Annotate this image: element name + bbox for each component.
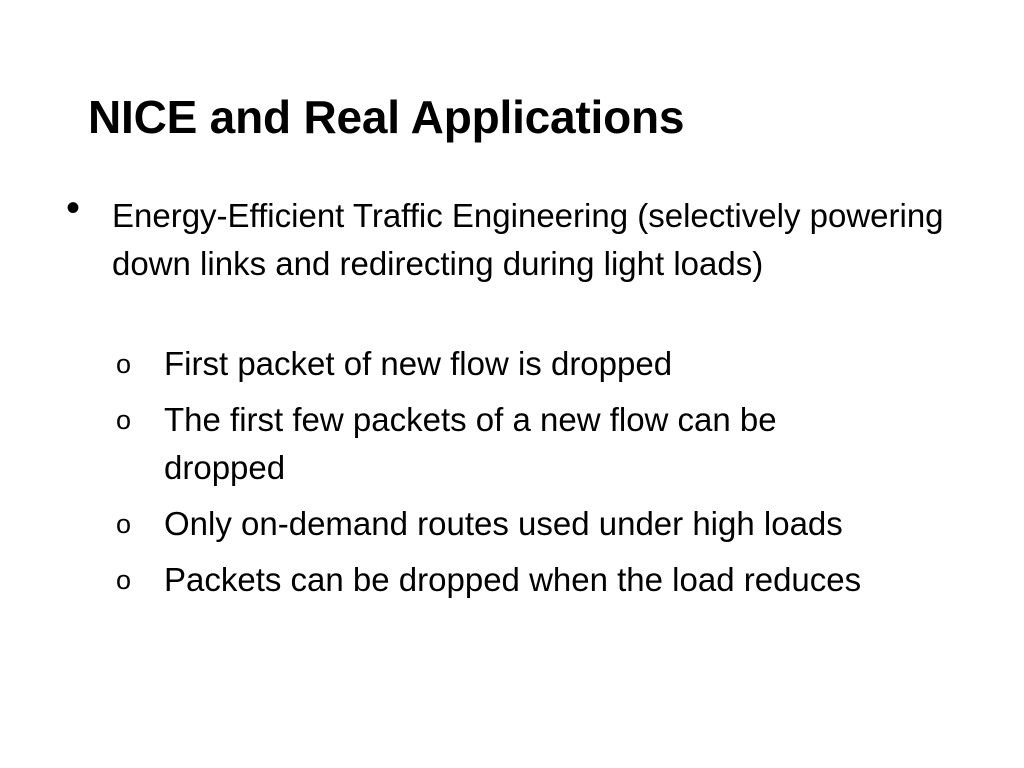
- circle-bullet-icon: o: [116, 565, 132, 595]
- slide-title: NICE and Real Applications: [88, 91, 685, 143]
- sub-bullet-text: The first few packets of a new flow can be dropped: [164, 401, 777, 486]
- sub-bullet-item: [116, 340, 916, 388]
- sub-bullet-item: [116, 500, 916, 548]
- circle-bullet-icon: o: [116, 509, 132, 539]
- sub-bullet-text: First packet of new flow is dropped: [164, 345, 673, 382]
- circle-bullet-icon: o: [116, 349, 132, 379]
- sub-bullet-item: [116, 556, 916, 604]
- main-bullet-text: Energy-Efficient Traffic Engineering (selectively powering down links and redirecting during light loads): [112, 197, 944, 282]
- sub-bullet-text: Only on-demand routes used under high loads: [164, 505, 843, 542]
- sub-bullet-list: [116, 340, 916, 612]
- circle-bullet-icon: o: [116, 405, 132, 435]
- sub-bullet-item: [116, 396, 916, 492]
- sub-bullet-text: Packets can be dropped when the load reduces: [164, 561, 862, 598]
- bullet-dot-icon: •: [66, 186, 81, 230]
